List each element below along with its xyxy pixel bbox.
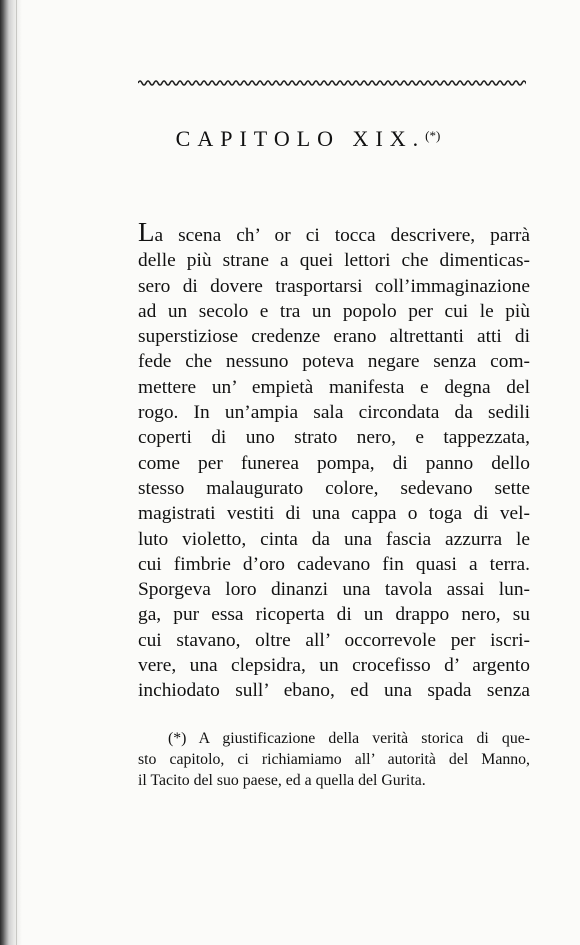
- footnote-line: sto capitolo, ci richiamiamo all’ autorità del Manno,: [138, 751, 530, 769]
- text-line: coperti di uno strato nero, e tappezzata,: [138, 427, 530, 449]
- footnote-line: il Tacito del suo paese, ed a quella del Gurita.: [138, 772, 426, 790]
- text-line: sero di dovere trasportarsi coll’immaginazione: [138, 275, 530, 297]
- text-line: fede che nessuno poteva negare senza com-: [138, 351, 530, 373]
- footnote: [138, 728, 530, 792]
- text-line: inchiodato sull’ ebano, ed una spada senza: [138, 680, 530, 702]
- text-line: ad un secolo e tra un popolo per cui le più: [138, 300, 530, 322]
- text-line: vere, una clepsidra, un crocefisso d’ argento: [138, 655, 530, 677]
- text-line: mettere un’ empietà manifesta e degna del: [138, 376, 530, 398]
- text-line: cui fimbrie d’oro cadevano fin quasi a terra.: [138, 553, 530, 575]
- body-paragraph: [138, 217, 530, 704]
- text-line: ga, pur essa ricoperta di un drappo nero, su: [138, 604, 530, 626]
- chapter-heading: [18, 126, 580, 152]
- text-line: delle più strane a quei lettori che dimenticas-: [138, 250, 530, 272]
- text-line: La scena ch’ or ci tocca descrivere, parrà: [138, 217, 530, 247]
- text-line: rogo. In un’ampia sala circondata da sedili: [138, 402, 530, 424]
- text-line: magistrati vestiti di una cappa o toga di vel-: [138, 503, 530, 525]
- chapter-title: CAPITOLO XIX.: [175, 126, 426, 151]
- text-line: stesso malaugurato colore, sedevano sette: [138, 477, 530, 499]
- ornamental-rule: [138, 78, 526, 88]
- drop-cap: L: [138, 217, 155, 247]
- text-line: cui stavano, oltre all’ occorrevole per iscri-: [138, 629, 530, 651]
- footnote-line: (*) A giustificazione della verità storica di que-: [168, 730, 530, 747]
- binding-edge-line: [16, 0, 17, 945]
- text-line: Sporgeva loro dinanzi una tavola assai lun-: [138, 579, 530, 601]
- text-line: luto violetto, cinta da una fascia azzurra le: [138, 528, 530, 550]
- text-line: come per funerea pompa, di panno dello: [138, 452, 530, 474]
- chapter-footnote-mark: (*): [425, 128, 441, 143]
- text-line: superstiziose credenze erano altrettanti atti di: [138, 326, 530, 348]
